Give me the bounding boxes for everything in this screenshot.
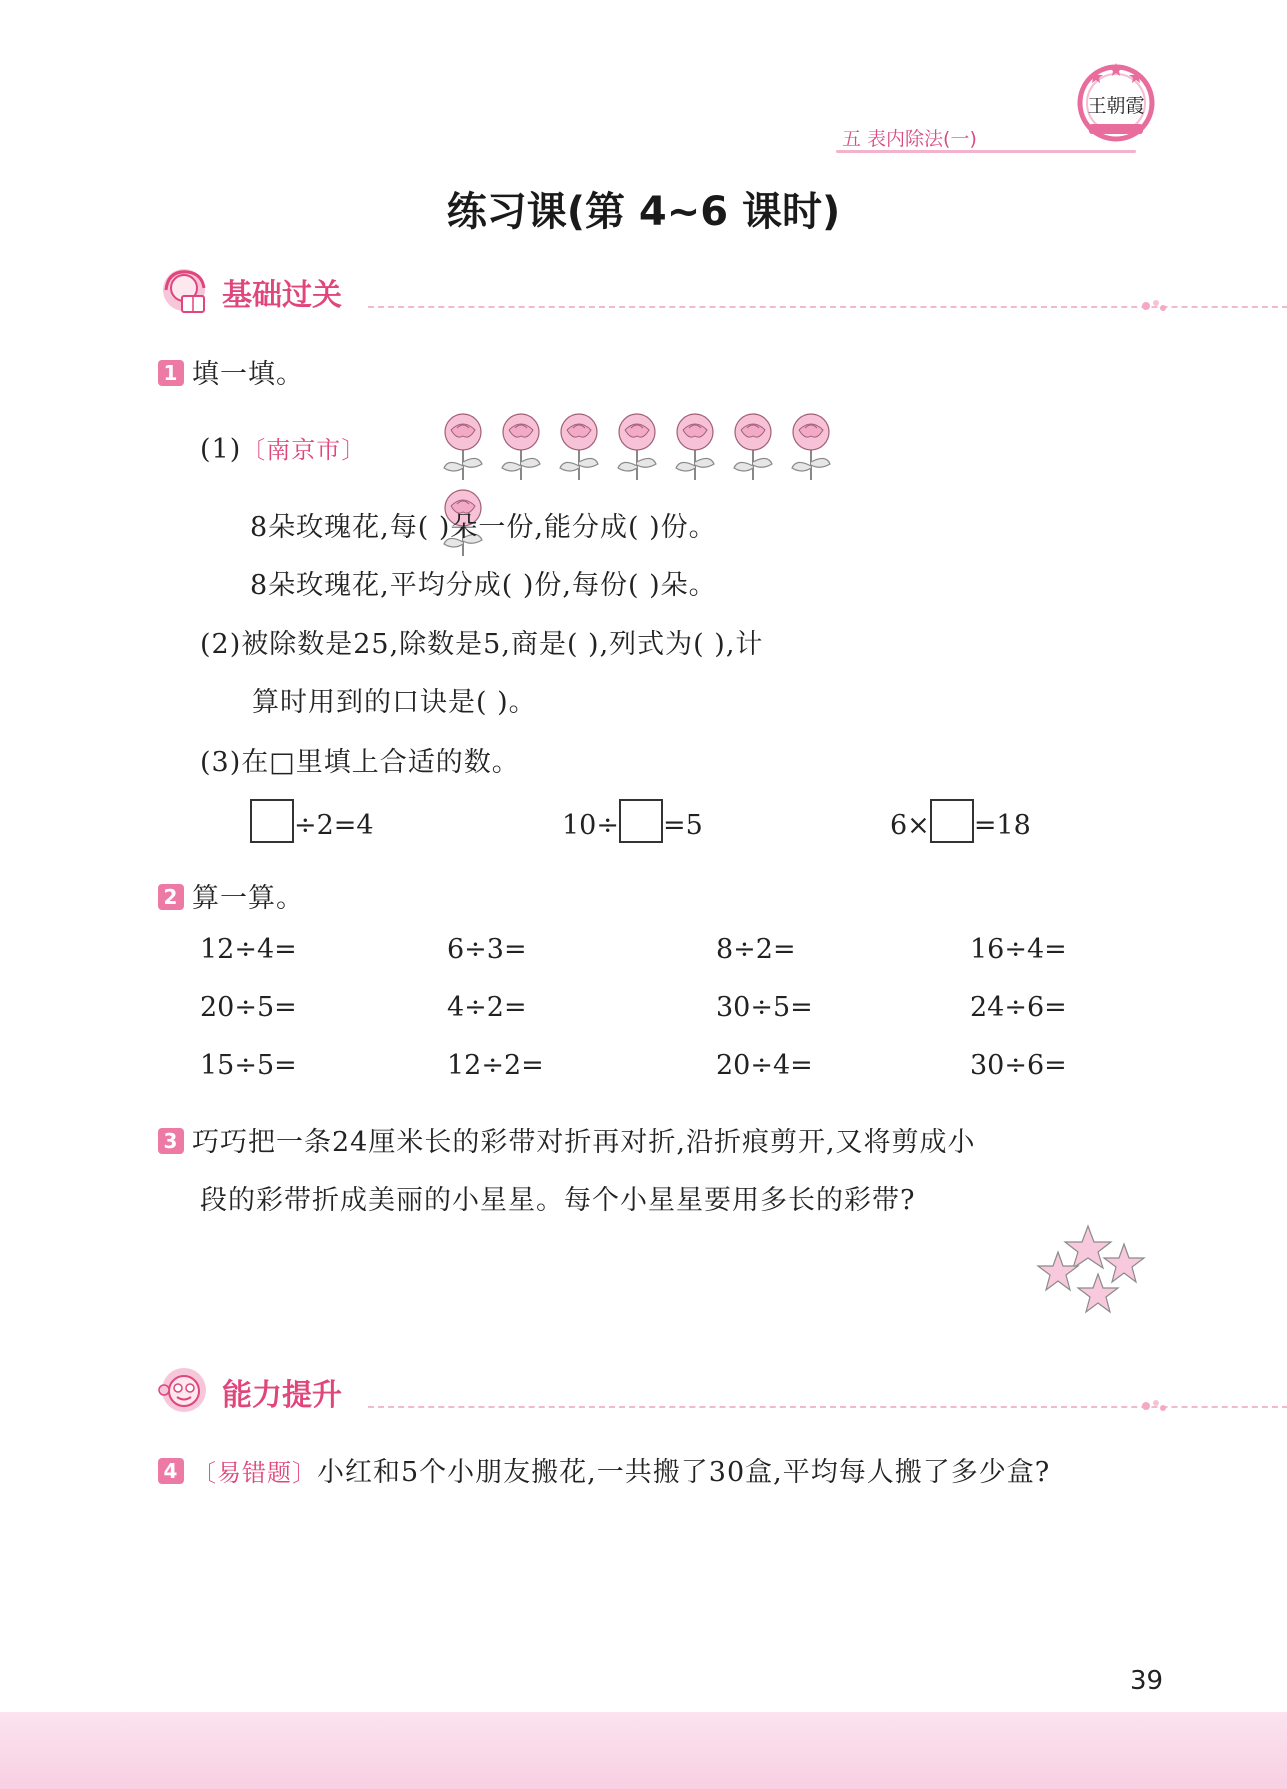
q1-part1-line1: 8朵玫瑰花,每( )朵一份,能分成( )份。 — [250, 512, 717, 543]
decorative-dots-icon — [1140, 1398, 1168, 1414]
svg-text:王朝霞: 王朝霞 — [1087, 95, 1145, 117]
region-tag: 〔南京市〕 — [241, 436, 367, 464]
calc-item: 30÷6= — [970, 1050, 1067, 1081]
question-2-heading — [158, 876, 304, 915]
question-number-badge: 4 — [158, 1458, 184, 1484]
question-number-badge: 1 — [158, 360, 184, 386]
calc-item: 8÷2= — [716, 934, 796, 965]
rose-icon — [610, 410, 664, 482]
rose-illustration — [436, 410, 896, 482]
q1-part2-line1: (2)被除数是25,除数是5,商是( ),列式为( ),计 — [200, 629, 764, 660]
stars-illustration — [1036, 1222, 1152, 1322]
q1-part2-line2: 算时用到的口诀是( )。 — [252, 687, 537, 718]
q1-part1-line2: 8朵玫瑰花,平均分成( )份,每份( )朵。 — [250, 570, 717, 601]
equation-3: 6× =18 — [890, 799, 1031, 843]
question-3-line2: 段的彩带折成美丽的小星星。每个小星星要用多长的彩带? — [200, 1185, 916, 1216]
answer-box[interactable] — [250, 799, 294, 843]
calc-item: 15÷5= — [200, 1050, 297, 1081]
calc-item: 12÷4= — [200, 934, 297, 965]
calc-item: 6÷3= — [447, 934, 527, 965]
girl-reading-icon — [158, 266, 214, 320]
section-basic-label: 基础过关 — [222, 278, 342, 313]
calc-item: 24÷6= — [970, 992, 1067, 1023]
section-basic-header — [158, 262, 1158, 322]
rose-icon — [494, 410, 548, 482]
section-advanced-header — [158, 1362, 1158, 1422]
rose-icon — [668, 410, 722, 482]
q1-part3-line: (3)在□里填上合适的数。 — [200, 747, 520, 778]
chapter-label: 五 表内除法(一) — [842, 128, 977, 150]
calc-item: 20÷4= — [716, 1050, 813, 1081]
monkey-icon — [158, 1364, 214, 1420]
calc-item: 30÷5= — [716, 992, 813, 1023]
calc-item: 16÷4= — [970, 934, 1067, 965]
question-2-text: 算一算。 — [192, 883, 304, 914]
equation-1: ÷2=4 — [250, 799, 374, 843]
question-1-heading — [158, 352, 304, 391]
question-number-badge: 3 — [158, 1128, 184, 1154]
question-number-badge: 2 — [158, 884, 184, 910]
calc-item: 4÷2= — [447, 992, 527, 1023]
part-label: (1) — [200, 434, 242, 465]
question-1-text: 填一填。 — [192, 359, 304, 390]
answer-box[interactable] — [930, 799, 974, 843]
header-underline — [836, 150, 1136, 153]
q1-part1-label — [200, 430, 366, 465]
rose-icon — [552, 410, 606, 482]
page-number: 39 — [1130, 1666, 1164, 1696]
difficulty-tag: 〔易错题〕 — [192, 1459, 317, 1487]
publisher-logo — [1075, 60, 1157, 142]
question-4-line: 4 〔易错题〕小红和5个小朋友搬花,一共搬了30盒,平均每人搬了多少盒? — [158, 1450, 1050, 1489]
answer-box[interactable] — [619, 799, 663, 843]
question-3-line1: 3 巧巧把一条24厘米长的彩带对折再对折,沿折痕剪开,又将剪成小 — [158, 1120, 976, 1159]
rose-icon — [784, 410, 838, 482]
decorative-dots-icon — [1140, 298, 1168, 314]
calc-item: 20÷5= — [200, 992, 297, 1023]
footer-band — [0, 1712, 1287, 1789]
equation-2: 10÷ =5 — [562, 799, 703, 843]
rose-icon — [436, 410, 490, 482]
rose-icon — [726, 410, 780, 482]
calc-item: 12÷2= — [447, 1050, 544, 1081]
section-advanced-label: 能力提升 — [222, 1378, 342, 1413]
page-title: 练习课(第 4~6 课时) — [446, 189, 841, 235]
